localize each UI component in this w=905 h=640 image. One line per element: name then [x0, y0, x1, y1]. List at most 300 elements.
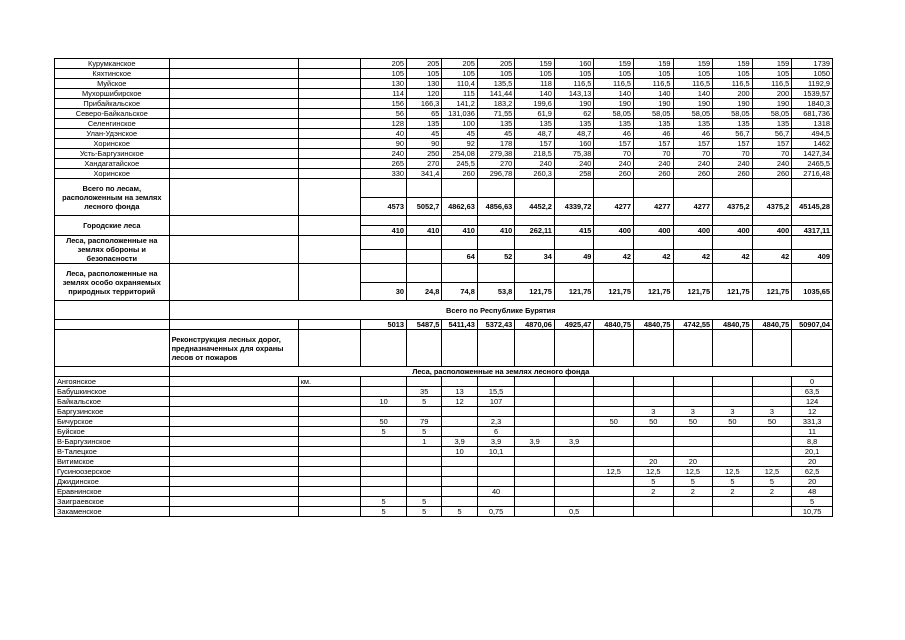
value-cell: 2,3	[477, 417, 514, 427]
value-cell: 260	[752, 169, 792, 179]
republic-value: 5411,43	[442, 320, 477, 330]
empty-cell	[554, 179, 594, 198]
empty-cell	[298, 99, 360, 109]
value-cell: 114	[361, 89, 407, 99]
value-cell	[594, 487, 634, 497]
total-value: 4317,11	[792, 226, 833, 236]
value-cell	[594, 477, 634, 487]
value-cell	[594, 397, 634, 407]
value-cell: 105	[361, 69, 407, 79]
value-cell: 2	[713, 487, 753, 497]
republic-values-row	[55, 320, 833, 330]
value-cell: 250	[407, 149, 442, 159]
row-name: Хоринское	[55, 139, 170, 149]
total-value: 4277	[633, 197, 673, 216]
value-cell: 240	[361, 149, 407, 159]
value-cell: 56	[361, 109, 407, 119]
value-cell: 141,44	[477, 89, 514, 99]
republic-value: 4840,75	[633, 320, 673, 330]
table-row	[55, 447, 833, 457]
value-cell: 90	[361, 139, 407, 149]
empty-cell	[515, 179, 555, 198]
measure-title: Реконструкция лесных дорог, предназначенных для охраны лесов от пожаров	[169, 330, 298, 367]
value-cell: 116,5	[713, 79, 753, 89]
empty-cell	[594, 264, 634, 283]
value-cell: 166,3	[407, 99, 442, 109]
empty-cell	[594, 216, 634, 226]
empty-cell	[298, 149, 360, 159]
table-row	[55, 397, 833, 407]
total-value: 4277	[673, 197, 713, 216]
table-row	[55, 427, 833, 437]
empty-cell	[169, 119, 298, 129]
empty-cell	[673, 264, 713, 283]
value-cell	[752, 497, 792, 507]
value-cell: 12	[792, 407, 833, 417]
empty-cell	[515, 330, 555, 367]
value-cell	[713, 437, 753, 447]
value-cell: 205	[407, 59, 442, 69]
empty-cell	[515, 216, 555, 226]
empty-cell	[169, 477, 298, 487]
value-cell	[361, 447, 407, 457]
value-cell	[515, 507, 555, 517]
empty-cell	[633, 216, 673, 226]
empty-cell	[442, 330, 477, 367]
value-cell: 50	[361, 417, 407, 427]
table-row	[55, 437, 833, 447]
empty-cell	[713, 216, 753, 226]
value-cell: 11	[792, 427, 833, 437]
table-row	[55, 99, 833, 109]
value-cell	[515, 447, 555, 457]
value-cell	[477, 377, 514, 387]
total-value: 410	[407, 226, 442, 236]
value-cell: 50	[673, 417, 713, 427]
value-cell: 341,4	[407, 169, 442, 179]
value-cell: 79	[407, 417, 442, 427]
empty-cell	[515, 264, 555, 283]
value-cell: 2465,5	[792, 159, 833, 169]
row-name: Гусиноозерское	[55, 467, 170, 477]
value-cell: 58,05	[594, 109, 634, 119]
total-value: 410	[361, 226, 407, 236]
empty-cell	[442, 216, 477, 226]
value-cell: 270	[477, 159, 514, 169]
value-cell: 50	[752, 417, 792, 427]
value-cell	[713, 427, 753, 437]
empty-cell	[169, 320, 298, 330]
value-cell: 10,75	[792, 507, 833, 517]
value-cell: 105	[594, 69, 634, 79]
empty-cell	[298, 437, 360, 447]
value-cell	[594, 377, 634, 387]
value-cell: 5	[752, 477, 792, 487]
table-row	[55, 59, 833, 69]
value-cell: 135	[554, 119, 594, 129]
value-cell: 62	[554, 109, 594, 119]
empty-cell	[298, 179, 360, 216]
value-cell: 159	[633, 59, 673, 69]
value-cell	[477, 497, 514, 507]
value-cell: 70	[673, 149, 713, 159]
value-cell: 13	[442, 387, 477, 397]
value-cell: 260	[713, 169, 753, 179]
row-name: Байкальское	[55, 397, 170, 407]
value-cell: 157	[673, 139, 713, 149]
value-cell: 135	[407, 119, 442, 129]
value-cell: 5	[633, 477, 673, 487]
value-cell	[752, 437, 792, 447]
total-value: 400	[594, 226, 634, 236]
table-row	[55, 497, 833, 507]
value-cell	[515, 457, 555, 467]
value-cell	[752, 387, 792, 397]
value-cell: 105	[713, 69, 753, 79]
value-cell: 63,5	[792, 387, 833, 397]
empty-cell	[169, 159, 298, 169]
empty-cell	[633, 264, 673, 283]
table-row	[55, 69, 833, 79]
total-value: 121,75	[673, 282, 713, 301]
empty-cell	[298, 109, 360, 119]
value-cell	[515, 467, 555, 477]
value-cell: 135	[594, 119, 634, 129]
total-value: 34	[515, 250, 555, 264]
empty-cell	[792, 179, 833, 198]
value-cell: 218,5	[515, 149, 555, 159]
value-cell	[594, 507, 634, 517]
value-cell: 105	[673, 69, 713, 79]
empty-cell	[169, 467, 298, 477]
value-cell	[554, 467, 594, 477]
value-cell	[673, 507, 713, 517]
total-value: 121,75	[515, 282, 555, 301]
empty-cell	[442, 264, 477, 283]
table-row	[55, 139, 833, 149]
value-cell: 20	[792, 457, 833, 467]
empty-cell	[298, 129, 360, 139]
value-cell: 183,2	[477, 99, 514, 109]
value-cell	[752, 457, 792, 467]
value-cell: 70	[594, 149, 634, 159]
total-value: 410	[477, 226, 514, 236]
value-cell	[594, 387, 634, 397]
value-cell: 3	[752, 407, 792, 417]
empty-cell	[792, 236, 833, 250]
total-value: 53,8	[477, 282, 514, 301]
table-row	[55, 457, 833, 467]
value-cell: 107	[477, 397, 514, 407]
empty-cell	[298, 397, 360, 407]
empty-cell	[361, 216, 407, 226]
total-value: 45145,28	[792, 197, 833, 216]
value-cell: 143,13	[554, 89, 594, 99]
value-cell: 245,5	[442, 159, 477, 169]
empty-cell	[298, 119, 360, 129]
value-cell: 135	[752, 119, 792, 129]
value-cell: 296,78	[477, 169, 514, 179]
total-value: 400	[713, 226, 753, 236]
empty-cell	[554, 264, 594, 283]
value-cell: 205	[361, 59, 407, 69]
empty-cell	[169, 264, 298, 301]
value-cell	[442, 497, 477, 507]
value-cell: 240	[673, 159, 713, 169]
value-cell: 116,5	[554, 79, 594, 89]
value-cell: 159	[673, 59, 713, 69]
empty-cell	[169, 497, 298, 507]
total-value: 4375,2	[752, 197, 792, 216]
value-cell	[554, 427, 594, 437]
value-cell: 20	[673, 457, 713, 467]
value-cell: 159	[594, 59, 634, 69]
value-cell	[594, 447, 634, 457]
value-cell: 240	[594, 159, 634, 169]
table-row	[55, 417, 833, 427]
value-cell: 190	[752, 99, 792, 109]
value-cell: 61,9	[515, 109, 555, 119]
value-cell: 190	[673, 99, 713, 109]
row-name: Буйское	[55, 427, 170, 437]
value-cell: 157	[633, 139, 673, 149]
value-cell	[633, 497, 673, 507]
value-cell	[752, 447, 792, 457]
value-cell	[515, 397, 555, 407]
value-cell: 2	[673, 487, 713, 497]
total-label-row	[55, 236, 833, 250]
empty-cell	[298, 447, 360, 457]
value-cell: 92	[442, 139, 477, 149]
value-cell: 50	[633, 417, 673, 427]
row-name: Заиграевское	[55, 497, 170, 507]
value-cell: 5	[361, 427, 407, 437]
total-label-row	[55, 216, 833, 226]
value-cell	[554, 447, 594, 457]
empty-cell	[477, 236, 514, 250]
row-name: Кяхтинское	[55, 69, 170, 79]
value-cell	[752, 397, 792, 407]
row-name: Ангоянское	[55, 377, 170, 387]
value-cell	[594, 497, 634, 507]
republic-header-row	[55, 301, 833, 320]
value-cell	[713, 497, 753, 507]
value-cell: 3,9	[477, 437, 514, 447]
total-value: 4277	[594, 197, 634, 216]
value-cell	[361, 437, 407, 447]
value-cell: 140	[633, 89, 673, 99]
republic-value: 50907,04	[792, 320, 833, 330]
empty-cell	[55, 330, 170, 367]
value-cell: 115	[442, 89, 477, 99]
empty-cell	[55, 301, 170, 320]
value-cell: 3	[673, 407, 713, 417]
value-cell: 10	[442, 447, 477, 457]
value-cell: 6	[477, 427, 514, 437]
total-value: 4862,63	[442, 197, 477, 216]
table-row	[55, 119, 833, 129]
row-name: Мухоршибирское	[55, 89, 170, 99]
empty-cell	[298, 69, 360, 79]
value-cell	[673, 387, 713, 397]
value-cell	[361, 467, 407, 477]
empty-cell	[673, 179, 713, 198]
empty-cell	[169, 507, 298, 517]
value-cell: 58,05	[633, 109, 673, 119]
value-cell: 159	[713, 59, 753, 69]
empty-cell	[169, 236, 298, 264]
value-cell: 260	[633, 169, 673, 179]
value-cell	[515, 377, 555, 387]
value-cell	[442, 487, 477, 497]
value-cell	[752, 377, 792, 387]
empty-cell	[554, 216, 594, 226]
total-value: 42	[752, 250, 792, 264]
value-cell: 118	[515, 79, 555, 89]
measure-row	[55, 330, 833, 367]
republic-value: 4840,75	[713, 320, 753, 330]
total-value: 24,8	[407, 282, 442, 301]
value-cell: 116,5	[752, 79, 792, 89]
value-cell: 105	[442, 69, 477, 79]
value-cell: 190	[713, 99, 753, 109]
value-cell	[752, 427, 792, 437]
empty-cell	[169, 427, 298, 437]
value-cell	[594, 457, 634, 467]
value-cell: 10,1	[477, 447, 514, 457]
value-cell: 10	[361, 397, 407, 407]
value-cell	[554, 397, 594, 407]
value-cell: 1427,34	[792, 149, 833, 159]
value-cell	[594, 427, 634, 437]
row-name: Усть-Баргузинское	[55, 149, 170, 159]
value-cell	[554, 487, 594, 497]
table-row	[55, 109, 833, 119]
value-cell: 681,736	[792, 109, 833, 119]
value-cell: 71,55	[477, 109, 514, 119]
value-cell	[713, 397, 753, 407]
table-row	[55, 377, 833, 387]
value-cell: 70	[633, 149, 673, 159]
empty-cell	[792, 264, 833, 283]
table-row	[55, 507, 833, 517]
total-value	[407, 250, 442, 264]
empty-cell	[169, 99, 298, 109]
value-cell	[554, 457, 594, 467]
total-label-row	[55, 179, 833, 198]
republic-value: 5487,5	[407, 320, 442, 330]
total-value: 409	[792, 250, 833, 264]
empty-cell	[298, 497, 360, 507]
empty-cell	[169, 487, 298, 497]
value-cell: 0,5	[554, 507, 594, 517]
value-cell: 5	[673, 477, 713, 487]
row-name: Курумканское	[55, 59, 170, 69]
value-cell: 240	[554, 159, 594, 169]
row-name: Прибайкальское	[55, 99, 170, 109]
value-cell: 5	[713, 477, 753, 487]
empty-cell	[407, 179, 442, 198]
value-cell: 130	[407, 79, 442, 89]
value-cell: 12,5	[752, 467, 792, 477]
value-cell: 3	[713, 407, 753, 417]
value-cell	[442, 427, 477, 437]
empty-cell	[673, 216, 713, 226]
empty-cell	[298, 477, 360, 487]
total-value: 400	[633, 226, 673, 236]
value-cell: 190	[554, 99, 594, 109]
value-cell: 265	[361, 159, 407, 169]
row-name: Баргузинское	[55, 407, 170, 417]
value-cell: 199,6	[515, 99, 555, 109]
value-cell: 2	[633, 487, 673, 497]
empty-cell	[713, 236, 753, 250]
total-value: 121,75	[752, 282, 792, 301]
value-cell: 58,05	[713, 109, 753, 119]
value-cell: 5	[361, 507, 407, 517]
value-cell: 12	[442, 397, 477, 407]
empty-cell	[361, 264, 407, 283]
republic-value: 4925,47	[554, 320, 594, 330]
empty-cell	[752, 236, 792, 250]
value-cell	[633, 397, 673, 407]
table-row	[55, 149, 833, 159]
table-row	[55, 79, 833, 89]
value-cell: 3,9	[442, 437, 477, 447]
value-cell: 105	[752, 69, 792, 79]
value-cell	[673, 497, 713, 507]
value-cell: 58,05	[752, 109, 792, 119]
value-cell	[442, 477, 477, 487]
value-cell	[407, 457, 442, 467]
total-value: 42	[594, 250, 634, 264]
value-cell: 12,5	[633, 467, 673, 477]
table-row	[55, 407, 833, 417]
value-cell: 58,05	[673, 109, 713, 119]
value-cell: 1	[407, 437, 442, 447]
value-cell	[515, 477, 555, 487]
value-cell: 105	[477, 69, 514, 79]
empty-cell	[477, 216, 514, 226]
value-cell: 240	[752, 159, 792, 169]
value-cell	[407, 467, 442, 477]
empty-cell	[298, 79, 360, 89]
total-value: 4375,2	[713, 197, 753, 216]
empty-cell	[752, 264, 792, 283]
value-cell	[554, 417, 594, 427]
empty-cell	[298, 457, 360, 467]
value-cell: 135	[713, 119, 753, 129]
value-cell: 116,5	[594, 79, 634, 89]
value-cell: 62,5	[792, 467, 833, 477]
value-cell	[633, 507, 673, 517]
republic-value: 5013	[361, 320, 407, 330]
empty-cell	[169, 417, 298, 427]
empty-cell	[442, 236, 477, 250]
total-label: Леса, расположенные на землях обороны и безопасности	[55, 236, 170, 264]
value-cell: 240	[515, 159, 555, 169]
republic-value: 4870,06	[515, 320, 555, 330]
empty-cell	[792, 330, 833, 367]
value-cell: 190	[594, 99, 634, 109]
empty-cell	[298, 330, 360, 367]
value-cell: 130	[361, 79, 407, 89]
value-cell: 5	[361, 497, 407, 507]
value-cell: 20,1	[792, 447, 833, 457]
value-cell	[554, 477, 594, 487]
value-cell: 205	[442, 59, 477, 69]
total-value: 5052,7	[407, 197, 442, 216]
